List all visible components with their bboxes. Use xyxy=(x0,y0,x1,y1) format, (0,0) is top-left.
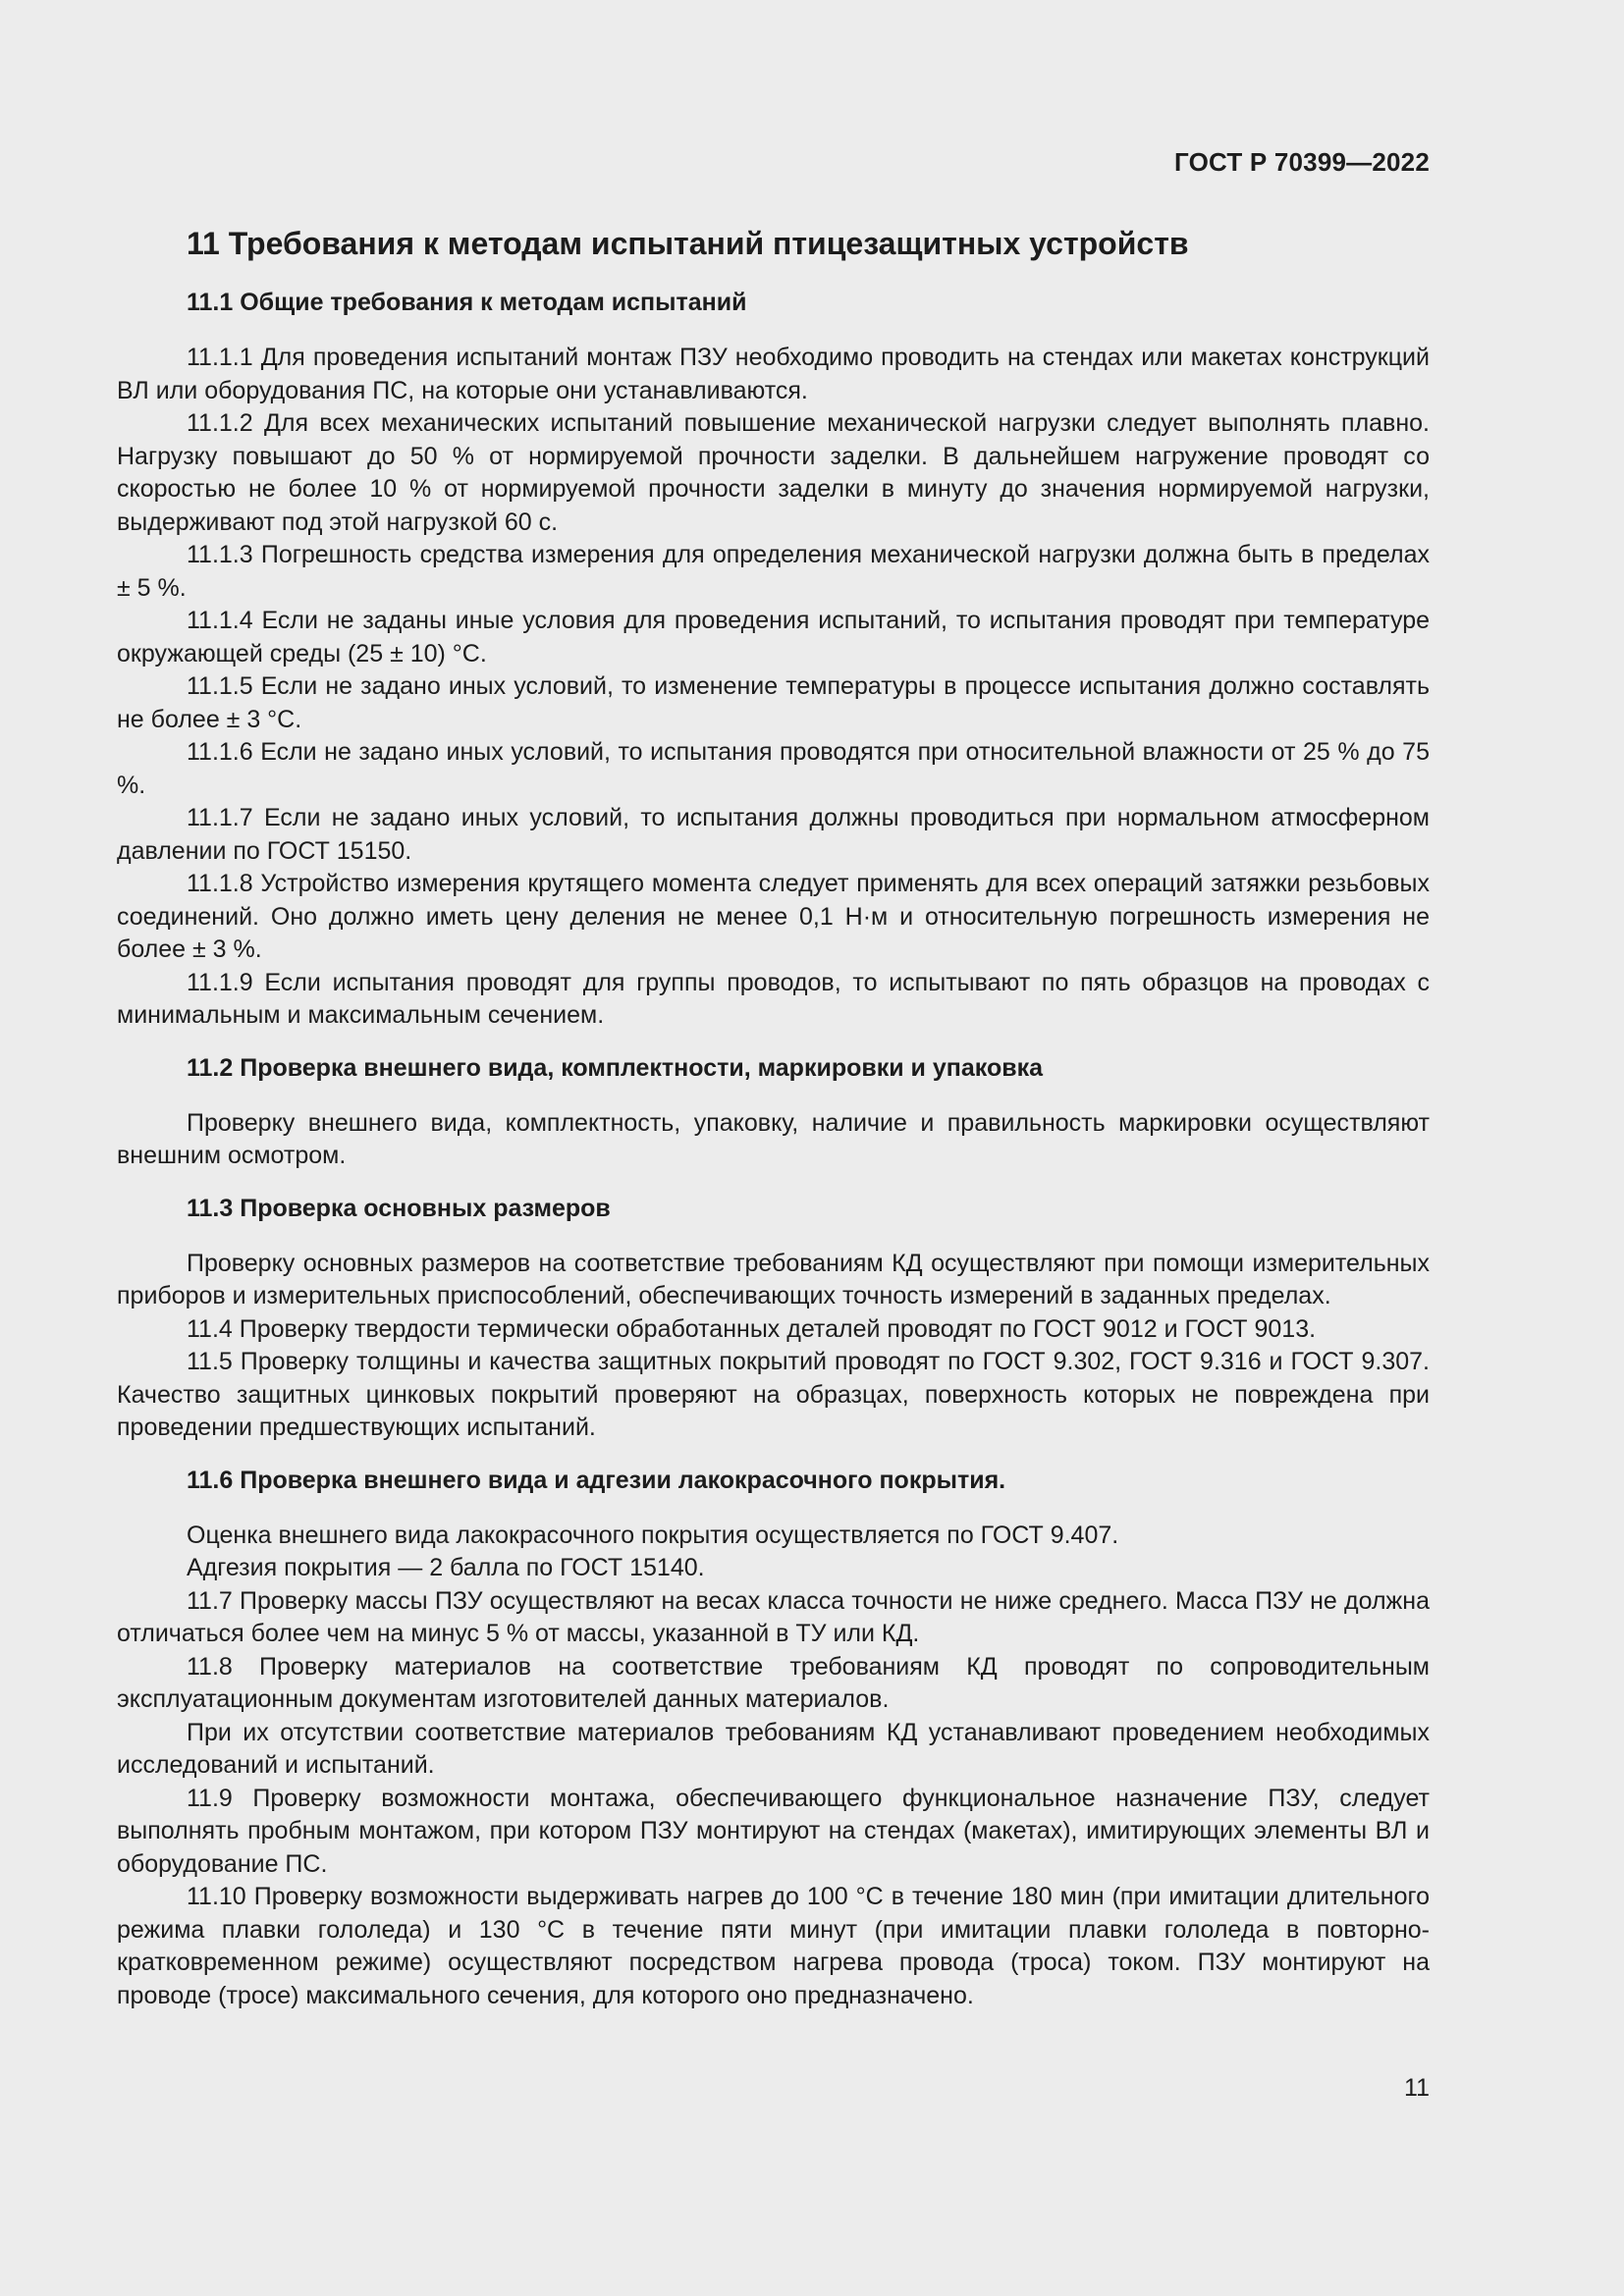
paragraph-11-3-body: Проверку основных размеров на соответствие требованиям КД осуществляют при помощи измерительных приборов и измерительных приспособлений, обеспечивающих точность измерений в заданных пределах. xyxy=(117,1249,1430,1309)
paragraph-11-6-appearance: Оценка внешнего вида лакокрасочного покрытия осуществляется по ГОСТ 9.407. xyxy=(187,1521,1119,1549)
paragraph-11-8-continued: При их отсутствии соответствие материалов требованиям КД устанавливают проведением необходимых исследований и испытаний. xyxy=(117,1718,1430,1779)
paragraph-11-10: 11.10 Проверку возможности выдерживать нагрев до 100 °С в течение 180 мин (при имитации длительного режима плавки гололеда) и 130 °С в течение пяти минут (при имитации плавки гололеда в повторно-кратковременном режиме) осуществляют посредством нагрева провода (троса) током. ПЗУ монтируют на проводе (тросе) максимального сечения, для которого оно предназначено. xyxy=(117,1883,1430,2009)
subsection-11-1-title: 11.1 Общие требования к методам испытаний xyxy=(187,289,747,316)
paragraph-11-7: 11.7 Проверку массы ПЗУ осуществляют на весах класса точности не ниже среднего. Масса ПЗУ не должна отличаться более чем на минус 5 % от массы, указанной в ТУ или КД. xyxy=(117,1586,1430,1647)
paragraph-11-1-2: 11.1.2 Для всех механических испытаний повышение механической нагрузки следует выполнять плавно. Нагрузку повышают до 50 % от нормируемой прочности заделки. В дальнейшем нагружение проводят со скоростью не более 10 % от нормируемой прочности заделки в минуту до значения нормируемой нагрузки, выдерживают под этой нагрузкой 60 с. xyxy=(117,409,1430,536)
paragraph-11-1-8: 11.1.8 Устройство измерения крутящего момента следует применять для всех операций затяжки резьбовых соединений. Оно должно иметь цену деления не менее 0,1 Н·м и относительную погрешность измерения не более ± 3 %. xyxy=(117,870,1430,963)
paragraph-11-1-5: 11.1.5 Если не задано иных условий, то изменение температуры в процессе испытания должно составлять не более ± 3 °С. xyxy=(117,672,1430,733)
paragraph-11-2-body: Проверку внешнего вида, комплектность, упаковку, наличие и правильность маркировки осуществляют внешним осмотром. xyxy=(117,1108,1430,1169)
paragraph-11-5: 11.5 Проверку толщины и качества защитных покрытий проводят по ГОСТ 9.302, ГОСТ 9.316 и ГОСТ 9.307. Качество защитных цинковых покрытий проверяют на образцах, поверхность которых не повреждена при проведении предшествующих испытаний. xyxy=(117,1348,1430,1441)
paragraph-11-1-3: 11.1.3 Погрешность средства измерения для определения механической нагрузки должна быть в пределах ± 5 %. xyxy=(117,541,1430,602)
paragraph-11-9: 11.9 Проверку возможности монтажа, обеспечивающего функциональное назначение ПЗУ, следует выполнять пробным монтажом, при котором ПЗУ монтируют на стендах (макетах), имитирующих элементы ВЛ и оборудование ПС. xyxy=(117,1784,1430,1878)
paragraph-11-1-1: 11.1.1 Для проведения испытаний монтаж ПЗУ необходимо проводить на стендах или макетах конструкций ВЛ или оборудования ПС, на которые они устанавливаются. xyxy=(117,344,1430,404)
subsection-11-3-title: 11.3 Проверка основных размеров xyxy=(187,1194,611,1222)
page-content xyxy=(117,222,1430,2012)
section-title: 11 Требования к методам испытаний птицезащитных устройств xyxy=(187,226,1189,261)
paragraph-11-1-4: 11.1.4 Если не заданы иные условия для проведения испытаний, то испытания проводят при температуре окружающей среды (25 ± 10) °С. xyxy=(117,607,1430,667)
paragraph-11-6-adhesion: Адгезия покрытия — 2 балла по ГОСТ 15140. xyxy=(187,1554,705,1581)
subsection-11-2-title: 11.2 Проверка внешнего вида, комплектности, маркировки и упаковка xyxy=(187,1053,1044,1082)
document-code-header: ГОСТ Р 70399—2022 xyxy=(1174,147,1430,177)
page-number: 11 xyxy=(1404,2074,1430,2102)
paragraph-11-1-7: 11.1.7 Если не задано иных условий, то испытания должны проводиться при нормальном атмосферном давлении по ГОСТ 15150. xyxy=(117,804,1430,865)
subsection-11-6-title: 11.6 Проверка внешнего вида и адгезии лакокрасочного покрытия. xyxy=(187,1466,1006,1494)
paragraph-11-4: 11.4 Проверку твердости термически обработанных деталей проводят по ГОСТ 9012 и ГОСТ 9013. xyxy=(187,1314,1317,1343)
paragraph-11-1-6: 11.1.6 Если не задано иных условий, то испытания проводятся при относительной влажности от 25 % до 75 %. xyxy=(117,738,1430,799)
paragraph-11-8: 11.8 Проверку материалов на соответствие требованиям КД проводят по сопроводительным эксплуатационным документам изготовителей данных материалов. xyxy=(117,1652,1430,1713)
paragraph-11-1-9: 11.1.9 Если испытания проводят для группы проводов, то испытывают по пять образцов на проводах с минимальным и максимальным сечением. xyxy=(117,968,1430,1029)
